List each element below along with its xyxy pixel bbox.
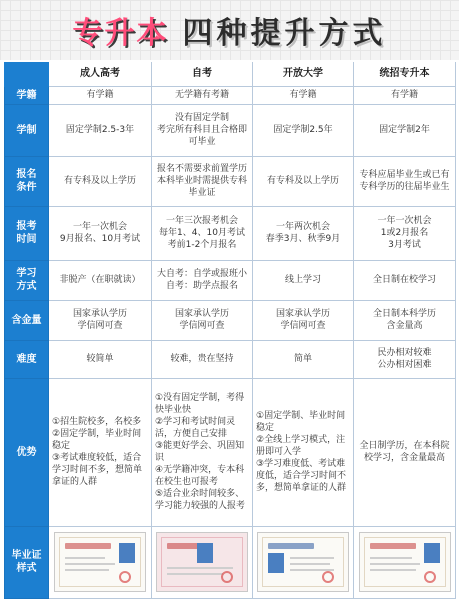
column-header-adult-exam: 成人高考 [49,62,152,86]
column-header-self-study: 自考 [152,62,253,86]
table-cell: 国家承认学历 学信网可查 [152,300,253,340]
table-cell: 国家承认学历 学信网可查 [253,300,354,340]
table-cell: 有学籍 [253,86,354,104]
table-cell [49,526,152,598]
table-cell: ①没有固定学制，考得快毕业快 ②学习和考试时间灵活，方便自己安排 ③能更好学会、巩固知识 ④无学籍冲突，专本科在校生也可报考 ⑤适合业余时间较多、学习能力较强的人报考 [152,378,253,526]
table-cell: 一年一次机会 1或2月报名 3月考试 [354,206,456,260]
table-cell [354,526,456,598]
table-cell: 固定学制2.5年 [253,104,354,156]
table-row [5,156,456,206]
table-cell: 线上学习 [253,260,354,300]
table-header-row [5,62,456,86]
table-row [5,260,456,300]
table-cell: 固定学制2.5-3年 [49,104,152,156]
row-label-exam-time: 报考 时间 [5,206,49,260]
row-label-study-mode: 学习 方式 [5,260,49,300]
row-label-difficulty: 难度 [5,340,49,378]
row-label-advantages: 优势 [5,378,49,526]
table-row [5,206,456,260]
table-cell: 全日制本科学历 含金量高 [354,300,456,340]
column-header-fulltime: 统招专升本 [354,62,456,86]
table-cell [152,526,253,598]
table-cell: 大自考：自学或报班小 自考：助学点报名 [152,260,253,300]
row-label-certificate: 毕业证 样式 [5,526,49,598]
table-corner [5,62,49,86]
table-cell: 固定学制2年 [354,104,456,156]
title-main: 专升本 [72,16,169,51]
table-row [5,300,456,340]
table-row [5,526,456,598]
table-cell: 有学籍 [354,86,456,104]
table-cell [253,526,354,598]
comparison-table-wrapper [4,62,455,600]
certificate-sample-icon [359,532,451,592]
table-cell: 较难，贵在坚持 [152,340,253,378]
title-banner [0,0,459,60]
table-cell: 有专科及以上学历 [253,156,354,206]
table-cell: ①固定学制、毕业时间稳定 ②全线上学习模式，注册即可入学 ③学习难度低、考试难度低，适合学习时间不多，想简单拿证的人群 [253,378,354,526]
banner-title-group [73,8,387,52]
table-cell: 无学籍有考籍 [152,86,253,104]
table-row [5,340,456,378]
table-row [5,378,456,526]
table-cell: 较简单 [49,340,152,378]
table-cell: 非脱产（在职就读） [49,260,152,300]
certificate-sample-icon [54,532,146,592]
certificate-sample-icon [156,532,248,592]
table-row [5,104,456,156]
table-cell: 国家承认学历 学信网可查 [49,300,152,340]
table-cell: 一年一次机会 9月报名、10月考试 [49,206,152,260]
column-header-open-university: 开放大学 [253,62,354,86]
table-cell: 没有固定学制 考完所有科目且合格即可毕业 [152,104,253,156]
table-cell: 有学籍 [49,86,152,104]
row-label-requirements: 报名 条件 [5,156,49,206]
table-row [5,86,456,104]
table-cell: 专科应届毕业生或已有专科学历的往届毕业生 [354,156,456,206]
row-label-duration: 学制 [5,104,49,156]
table-cell: 简单 [253,340,354,378]
table-cell: 一年三次报考机会 每年1、4、10月考试 考前1-2个月报名 [152,206,253,260]
comparison-table [4,62,456,599]
table-cell: 民办相对较难 公办相对困难 [354,340,456,378]
certificate-sample-icon [257,532,349,592]
table-cell: 一年两次机会 春季3月、秋季9月 [253,206,354,260]
title-subtitle: 四种提升方式 [182,16,387,51]
table-cell: 全日制学历，在本科院校学习，含金量最高 [354,378,456,526]
table-cell: 报名不需要求前置学历 本科毕业时需提供专科毕业证 [152,156,253,206]
table-cell: 全日制在校学习 [354,260,456,300]
table-cell: ①招生院校多，名校多 ②固定学制，毕业时间稳定 ③考试难度较低，适合学习时间不多，想简单拿证的人群 [49,378,152,526]
row-label-enrollment: 学籍 [5,86,49,104]
table-cell: 有专科及以上学历 [49,156,152,206]
row-label-value: 含金量 [5,300,49,340]
